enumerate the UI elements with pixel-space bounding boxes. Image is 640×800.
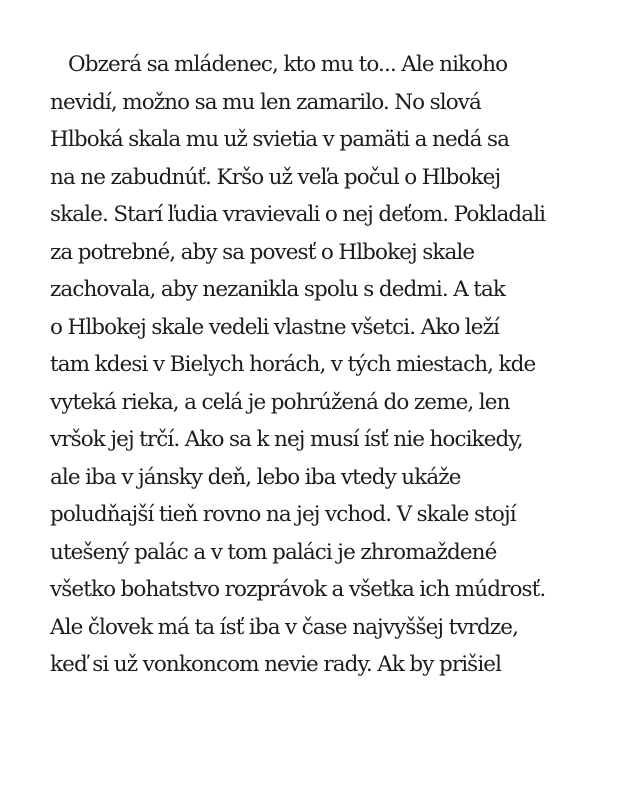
text-line: o Hlbokej skale vedeli vlastne všetci. Ako leží bbox=[50, 314, 500, 340]
text-line: utešený palác a v tom paláci je zhromaždené bbox=[50, 539, 497, 565]
text-line: Obzerá sa mládenec, kto mu to... Ale nikoho bbox=[68, 52, 508, 77]
text-line: keď si už vonkoncom nevie rady. Ak by prišiel bbox=[50, 652, 502, 677]
text-line: všetko bohatstvo rozprávok a všetka ich múdrosť. bbox=[50, 577, 546, 602]
text-line: vyteká rieka, a celá je pohrúžená do zeme, len bbox=[50, 389, 510, 415]
text-line: na ne zabudnúť. Kršo už veľa počul o Hlbokej bbox=[50, 164, 501, 190]
text-line: poludňajší tieň rovno na jej vchod. V skale stojí bbox=[50, 502, 516, 527]
text-line: Hlboká skala mu už svietia v pamäti a nedá sa bbox=[50, 127, 510, 152]
text-line: Ale človek má ta ísť iba v čase najvyššej tvrdze, bbox=[50, 614, 519, 640]
text-line: tam kdesi v Bielych horách, v tých miestach, kde bbox=[50, 352, 536, 377]
text-line: vršok jej trčí. Ako sa k nej musí ísť nie hocikedy, bbox=[50, 427, 523, 452]
text-line: za potrebné, aby sa povesť o Hlbokej skale bbox=[50, 239, 475, 265]
text-line: zachovala, aby nezanikla spolu s dedmi. A tak bbox=[50, 277, 506, 302]
body-paragraph bbox=[50, 46, 610, 684]
text-line: nevidí, možno sa mu len zamarilo. No slová bbox=[50, 89, 481, 115]
text-line: skale. Starí ľudia vravievali o nej deťom. Pokladali bbox=[50, 202, 546, 227]
text-line: ale iba v jánsky deň, lebo iba vtedy ukáže bbox=[50, 464, 461, 490]
